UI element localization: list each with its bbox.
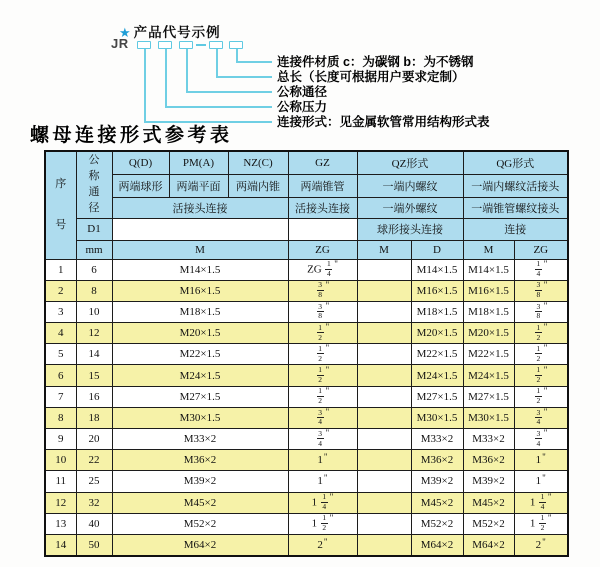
cell-serial: 6 <box>45 365 76 386</box>
cell-qg-zg: $\frac{3}{4}$ " <box>514 407 568 428</box>
cell-serial: 13 <box>45 513 76 534</box>
cell-dn-mm: 18 <box>76 407 112 428</box>
code-box-4 <box>209 41 223 49</box>
label-nominal-pressure: 公称压力 <box>277 100 328 114</box>
header-d1: D1 <box>76 218 112 240</box>
cell-gz-zg: 1 $\frac{1}{4}$ " <box>288 492 357 513</box>
cell-qg-m: M39×2 <box>463 471 514 492</box>
cell-qz-m <box>357 280 411 301</box>
cell-qz-d: M45×2 <box>411 492 463 513</box>
header-union-connection: 活接头连接 <box>112 197 288 218</box>
table-title: 螺母连接形式参考表 <box>30 125 233 146</box>
table-row <box>45 407 568 428</box>
table-body <box>45 259 568 556</box>
table-row <box>45 534 568 555</box>
code-box-3 <box>179 41 193 49</box>
cell-serial: 8 <box>45 407 76 428</box>
label-material: 连接件材质 c：为碳钢 b：为不锈钢 <box>277 55 474 69</box>
header-qz-d: D <box>411 240 463 259</box>
cell-dn-mm: 40 <box>76 513 112 534</box>
cell-m-thread: M64×2 <box>112 534 288 555</box>
header-qz: QZ形式 <box>357 151 463 174</box>
callout-line-h1 <box>236 61 272 63</box>
header-m: M <box>112 240 288 259</box>
cell-qz-d: M64×2 <box>411 534 463 555</box>
table-row <box>45 365 568 386</box>
header-qg-m: M <box>463 240 514 259</box>
label-connection-form: 连接形式：见金属软管常用结构形式表 <box>277 115 490 129</box>
cell-dn-mm: 22 <box>76 450 112 471</box>
cell-qg-zg: 1 $\frac{1}{2}$ " <box>514 513 568 534</box>
nut-connection-table <box>44 150 569 557</box>
cell-qz-m <box>357 513 411 534</box>
table-row <box>45 323 568 344</box>
cell-gz-zg: 2" <box>288 534 357 555</box>
header-pm-desc: 两端平面 <box>169 174 228 197</box>
cell-qz-m <box>357 386 411 407</box>
table-row <box>45 471 568 492</box>
cell-qz-d: M52×2 <box>411 513 463 534</box>
callout-line-h3 <box>186 91 272 93</box>
cell-qz-d: M33×2 <box>411 429 463 450</box>
cell-dn-mm: 8 <box>76 280 112 301</box>
cell-m-thread: M52×2 <box>112 513 288 534</box>
callout-line-2 <box>165 49 167 107</box>
cell-qg-m: M16×1.5 <box>463 280 514 301</box>
cell-qz-m <box>357 492 411 513</box>
header-blank-gz <box>288 218 357 240</box>
cell-qz-m <box>357 365 411 386</box>
cell-dn-mm: 14 <box>76 344 112 365</box>
cell-m-thread: M20×1.5 <box>112 323 288 344</box>
cell-gz-zg: $\frac{1}{2}$ " <box>288 344 357 365</box>
header-q-desc: 两端球形 <box>112 174 169 197</box>
cell-qg-zg: 2" <box>514 534 568 555</box>
cell-m-thread: M16×1.5 <box>112 280 288 301</box>
cell-serial: 4 <box>45 323 76 344</box>
cell-dn-mm: 32 <box>76 492 112 513</box>
header-qz-desc2: 一端外螺纹 <box>357 197 463 218</box>
header-blank-left <box>112 218 288 240</box>
table-row <box>45 429 568 450</box>
table-row <box>45 386 568 407</box>
cell-qz-d: M20×1.5 <box>411 323 463 344</box>
header-qg-desc1: 一端内螺纹活接头 <box>463 174 568 197</box>
cell-m-thread: M14×1.5 <box>112 259 288 280</box>
header-mm: mm <box>76 240 112 259</box>
cell-qz-m <box>357 534 411 555</box>
header-qz-desc1: 一端内螺纹 <box>357 174 463 197</box>
label-total-length: 总长（长度可根据用户要求定制） <box>277 70 465 84</box>
table-row <box>45 301 568 322</box>
cell-qg-zg: $\frac{1}{2}$ " <box>514 365 568 386</box>
cell-qg-zg: 1" <box>514 450 568 471</box>
cell-qz-m <box>357 301 411 322</box>
cell-qz-m <box>357 450 411 471</box>
header-gz: GZ <box>288 151 357 174</box>
header-serial: 序 号 <box>45 151 76 259</box>
header-qg-desc2: 一端锥管螺纹接头 <box>463 197 568 218</box>
cell-dn-mm: 6 <box>76 259 112 280</box>
cell-serial: 7 <box>45 386 76 407</box>
header-nominal-diameter: 公 称 通 径 <box>76 151 112 218</box>
cell-dn-mm: 10 <box>76 301 112 322</box>
cell-dn-mm: 20 <box>76 429 112 450</box>
cell-qg-m: M52×2 <box>463 513 514 534</box>
header-gz-desc: 两端锥管 <box>288 174 357 197</box>
header-pm: PM(A) <box>169 151 228 174</box>
cell-dn-mm: 16 <box>76 386 112 407</box>
callout-line-4 <box>216 49 218 77</box>
header-qz-m: M <box>357 240 411 259</box>
cell-m-thread: M36×2 <box>112 450 288 471</box>
cell-dn-mm: 12 <box>76 323 112 344</box>
table-row <box>45 280 568 301</box>
cell-qg-m: M22×1.5 <box>463 344 514 365</box>
header-nz: NZ(C) <box>228 151 288 174</box>
callout-line-h4 <box>165 106 272 108</box>
code-box-1 <box>137 41 151 49</box>
header-nz-desc: 两端内锥 <box>228 174 288 197</box>
cell-m-thread: M27×1.5 <box>112 386 288 407</box>
cell-qz-m <box>357 471 411 492</box>
cell-serial: 1 <box>45 259 76 280</box>
cell-qg-zg: 1" <box>514 471 568 492</box>
cell-qg-m: M14×1.5 <box>463 259 514 280</box>
product-code-heading-text: 产品代号示例 <box>133 25 221 40</box>
code-box-2 <box>158 41 172 49</box>
cell-dn-mm: 15 <box>76 365 112 386</box>
table-row <box>45 259 568 280</box>
cell-gz-zg: $\frac{3}{4}$ " <box>288 407 357 428</box>
header-q: Q(D) <box>112 151 169 174</box>
cell-serial: 2 <box>45 280 76 301</box>
cell-serial: 12 <box>45 492 76 513</box>
header-qg-zg: ZG <box>514 240 568 259</box>
cell-qz-d: M27×1.5 <box>411 386 463 407</box>
cell-gz-zg: 1 $\frac{1}{2}$ " <box>288 513 357 534</box>
cell-qz-d: M24×1.5 <box>411 365 463 386</box>
cell-gz-zg: $\frac{3}{4}$ " <box>288 429 357 450</box>
cell-gz-zg: ZG $\frac{1}{4}$ " <box>288 259 357 280</box>
cell-serial: 9 <box>45 429 76 450</box>
code-dash <box>196 44 206 46</box>
cell-qg-zg: 1 $\frac{1}{4}$ " <box>514 492 568 513</box>
cell-m-thread: M30×1.5 <box>112 407 288 428</box>
header-gz-union-connection: 活接头连接 <box>288 197 357 218</box>
cell-m-thread: M45×2 <box>112 492 288 513</box>
cell-gz-zg: $\frac{1}{2}$ " <box>288 365 357 386</box>
cell-m-thread: M33×2 <box>112 429 288 450</box>
product-code-heading <box>119 21 221 41</box>
cell-m-thread: M39×2 <box>112 471 288 492</box>
cell-m-thread: M22×1.5 <box>112 344 288 365</box>
header-qg-connection: 连接 <box>463 218 568 240</box>
cell-qg-zg: $\frac{3}{4}$ " <box>514 429 568 450</box>
cell-qz-d: M18×1.5 <box>411 301 463 322</box>
cell-gz-zg: $\frac{1}{2}$ " <box>288 386 357 407</box>
cell-qz-d: M36×2 <box>411 450 463 471</box>
cell-qz-m <box>357 259 411 280</box>
header-qg: QG形式 <box>463 151 568 174</box>
cell-qz-m <box>357 407 411 428</box>
label-nominal-diameter: 公称通径 <box>277 85 328 99</box>
cell-dn-mm: 25 <box>76 471 112 492</box>
cell-qg-m: M30×1.5 <box>463 407 514 428</box>
cell-serial: 11 <box>45 471 76 492</box>
cell-qz-m <box>357 323 411 344</box>
table-row <box>45 492 568 513</box>
cell-qg-m: M24×1.5 <box>463 365 514 386</box>
table-row <box>45 344 568 365</box>
cell-qg-zg: $\frac{3}{8}$ " <box>514 301 568 322</box>
cell-qg-m: M27×1.5 <box>463 386 514 407</box>
callout-line-1 <box>144 49 146 122</box>
code-prefix: JR <box>111 36 129 51</box>
cell-gz-zg: $\frac{3}{8}$ " <box>288 301 357 322</box>
code-box-5 <box>229 41 243 49</box>
cell-m-thread: M18×1.5 <box>112 301 288 322</box>
cell-serial: 10 <box>45 450 76 471</box>
table-row <box>45 513 568 534</box>
cell-qg-m: M36×2 <box>463 450 514 471</box>
cell-qz-d: M30×1.5 <box>411 407 463 428</box>
cell-serial: 3 <box>45 301 76 322</box>
cell-gz-zg: $\frac{1}{2}$ " <box>288 323 357 344</box>
cell-qg-zg: $\frac{1}{4}$ " <box>514 259 568 280</box>
table-row <box>45 450 568 471</box>
cell-qz-d: M14×1.5 <box>411 259 463 280</box>
cell-m-thread: M24×1.5 <box>112 365 288 386</box>
cell-gz-zg: $\frac{3}{8}$ " <box>288 280 357 301</box>
cell-qz-d: M22×1.5 <box>411 344 463 365</box>
cell-qg-zg: $\frac{1}{2}$ " <box>514 323 568 344</box>
cell-qz-m <box>357 429 411 450</box>
cell-dn-mm: 50 <box>76 534 112 555</box>
cell-qg-m: M64×2 <box>463 534 514 555</box>
cell-qg-zg: $\frac{1}{2}$ " <box>514 386 568 407</box>
cell-qg-m: M20×1.5 <box>463 323 514 344</box>
cell-gz-zg: 1" <box>288 450 357 471</box>
cell-qg-zg: $\frac{3}{8}$ " <box>514 280 568 301</box>
cell-qz-d: M16×1.5 <box>411 280 463 301</box>
cell-qg-m: M18×1.5 <box>463 301 514 322</box>
cell-qg-m: M45×2 <box>463 492 514 513</box>
header-qz-connection: 球形接头连接 <box>357 218 463 240</box>
cell-qz-d: M39×2 <box>411 471 463 492</box>
cell-gz-zg: 1" <box>288 471 357 492</box>
cell-qz-m <box>357 344 411 365</box>
cell-serial: 14 <box>45 534 76 555</box>
star-icon: ★ <box>119 25 132 40</box>
cell-qg-m: M33×2 <box>463 429 514 450</box>
cell-serial: 5 <box>45 344 76 365</box>
callout-line-h2 <box>216 76 272 78</box>
header-zg: ZG <box>288 240 357 259</box>
callout-line-3 <box>186 49 188 92</box>
cell-qg-zg: $\frac{1}{2}$ " <box>514 344 568 365</box>
